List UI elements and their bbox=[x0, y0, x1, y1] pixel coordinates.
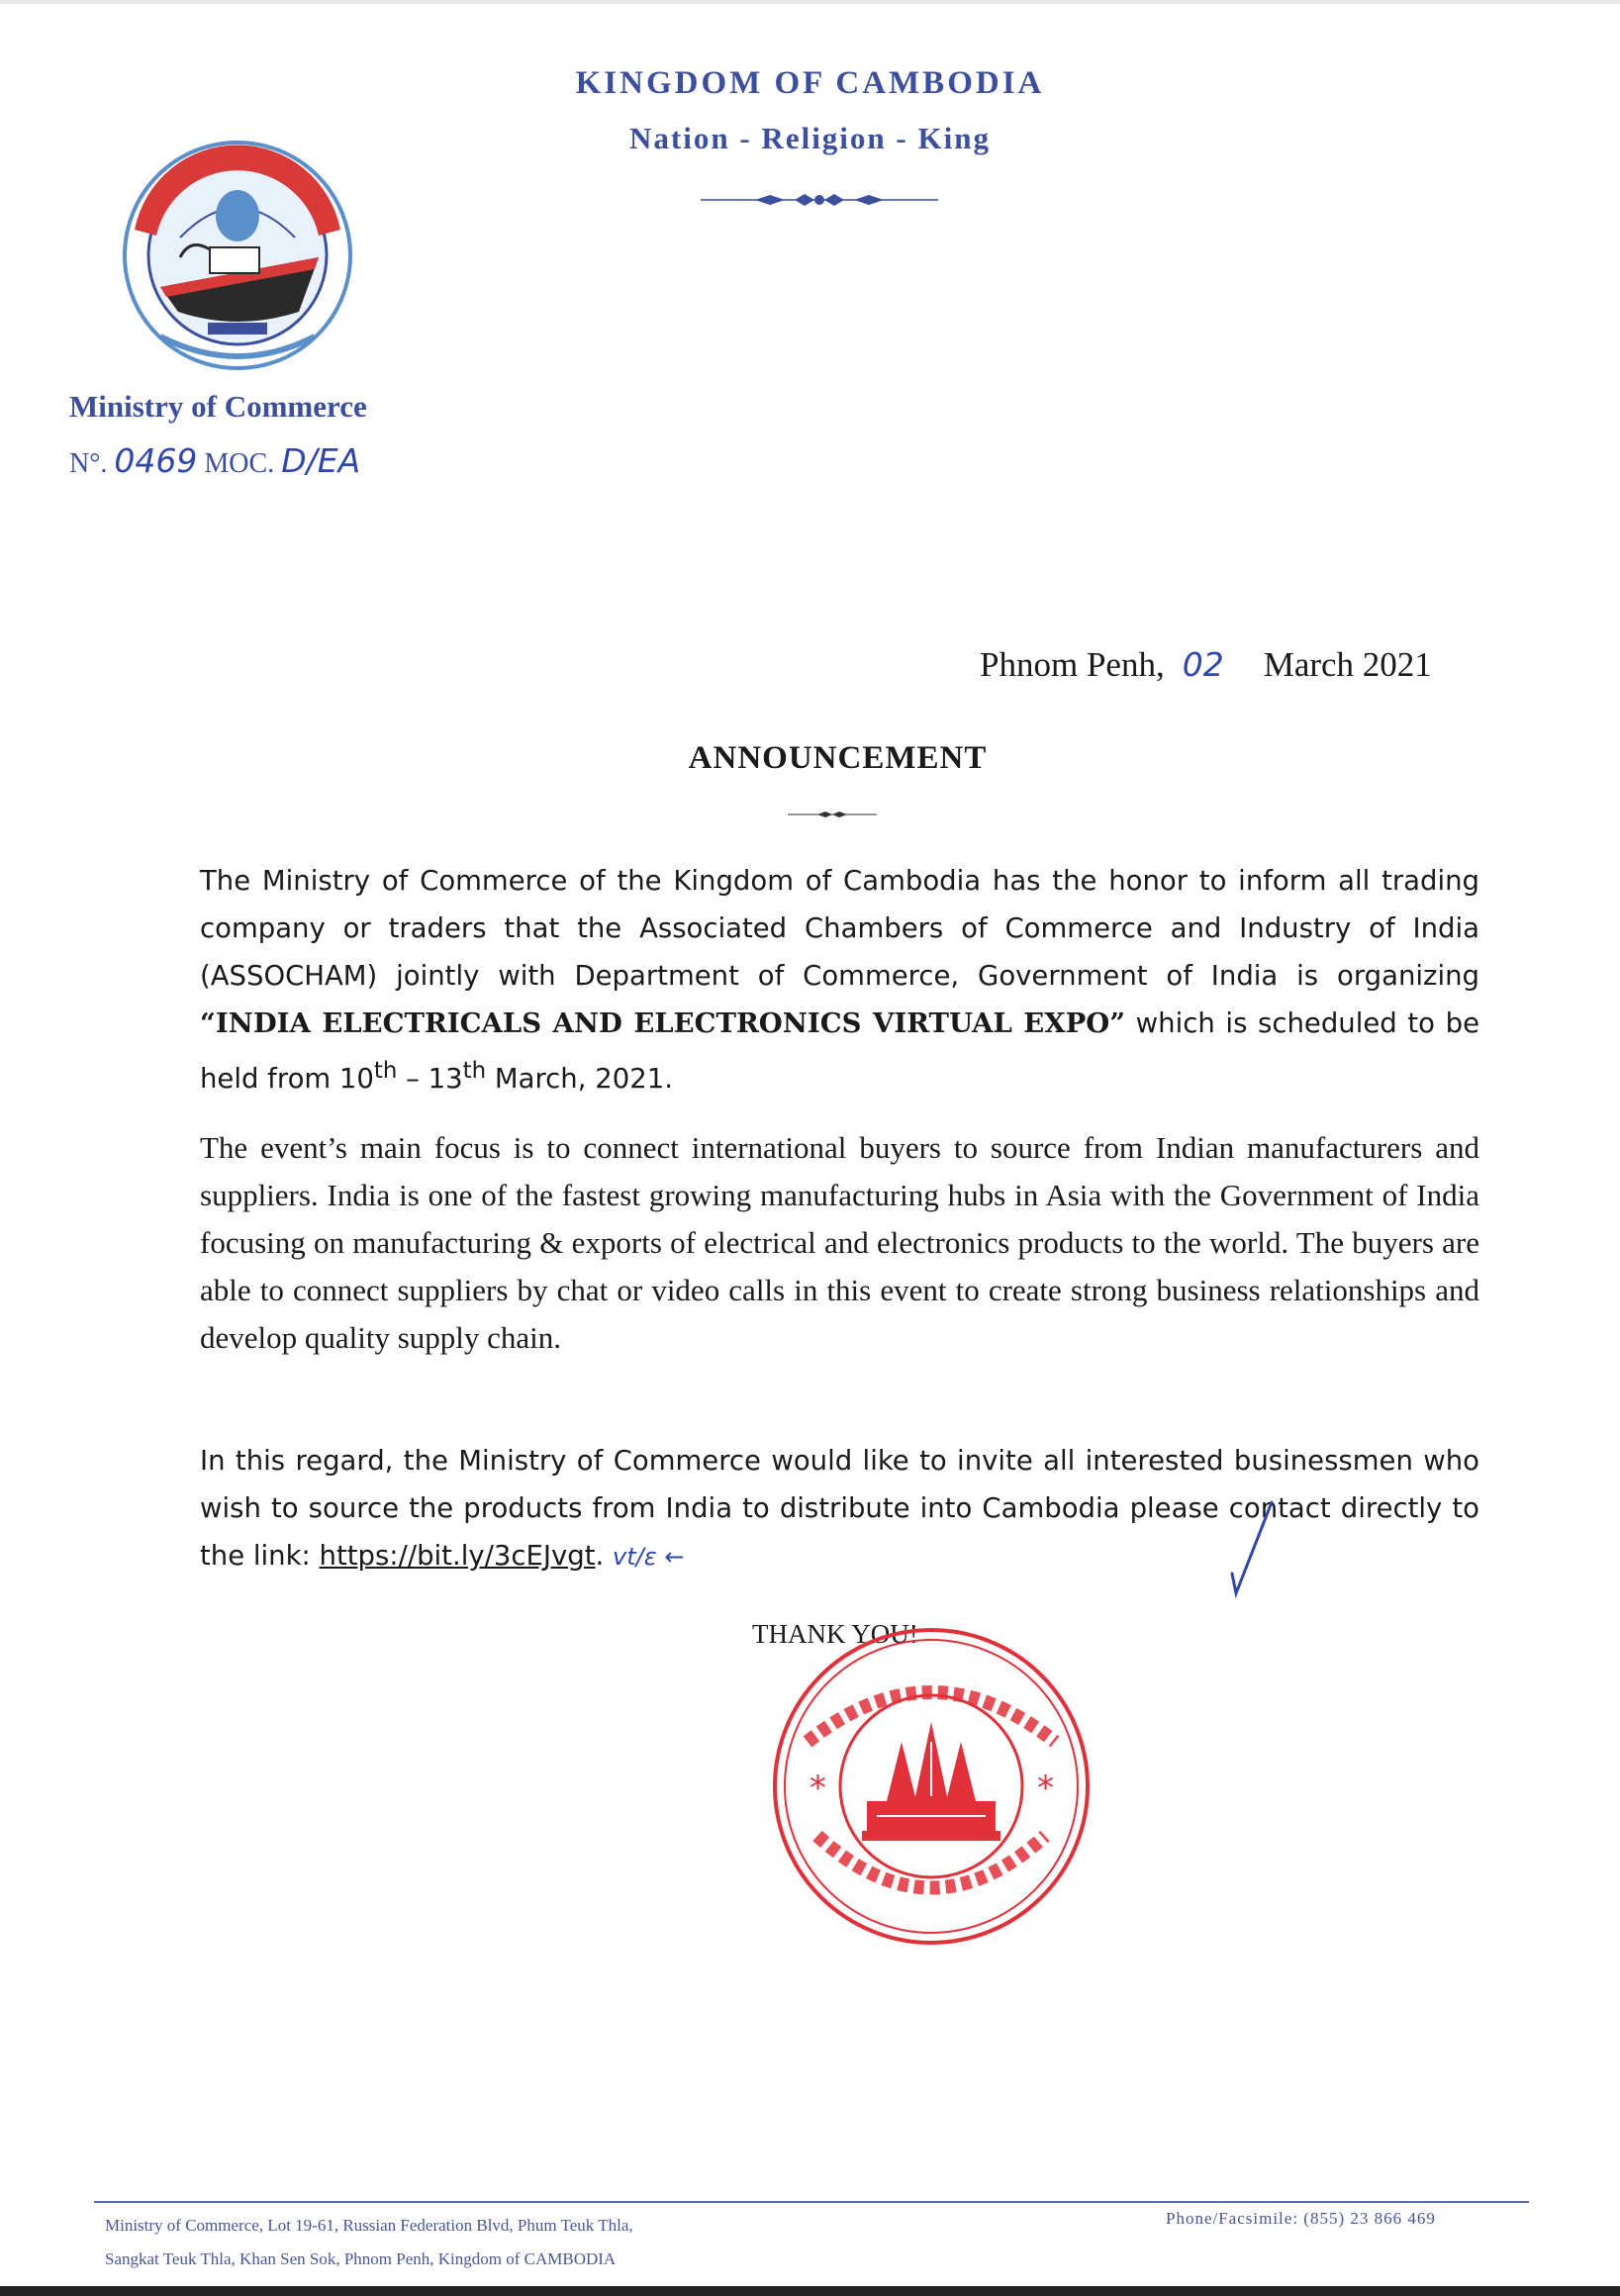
header-ornament-divider bbox=[701, 192, 938, 208]
p3-text: In this regard, the Ministry of Commerce would like to invite all interested businessmen who wish to source the products from India to distribute into Cambodia please contact directly to the link: bbox=[200, 1445, 1479, 1572]
expo-link[interactable]: https://bit.ly/3cEJvgt bbox=[319, 1540, 596, 1572]
date-day-handwritten: 02 bbox=[1182, 645, 1224, 684]
official-seal-stamp bbox=[768, 1623, 1095, 1950]
ministry-logo-emblem bbox=[121, 139, 354, 372]
paragraph-3 bbox=[200, 1437, 1479, 1580]
date-city: Phnom Penh, bbox=[980, 645, 1165, 684]
date-line bbox=[980, 645, 1432, 685]
ref-middle: MOC. bbox=[204, 448, 275, 479]
closing-thank-you: THANK YOU! bbox=[752, 1619, 918, 1649]
event-name: “INDIA ELECTRICALS AND ELECTRONICS VIRTUAL EXPO” bbox=[200, 1007, 1126, 1039]
national-motto: Nation - Religion - King bbox=[629, 121, 991, 155]
p3-end: . bbox=[595, 1540, 605, 1572]
ref-handwritten-number: 0469 bbox=[114, 441, 198, 480]
p1-text-a: The Ministry of Commerce of the Kingdom of Cambodia has the honor to inform all trading company or traders that the Associated Chambers of Commerce and Industry of India (ASSOCHAM) jointly with Department of Commerce, Government of India is organizing bbox=[200, 865, 1479, 992]
p1-sup-1: th bbox=[373, 1058, 398, 1084]
title-ornament bbox=[788, 810, 877, 819]
ministry-name: Ministry of Commerce bbox=[69, 389, 367, 424]
handwritten-initials: vt/ε ← bbox=[613, 1543, 685, 1571]
handwritten-checkmark bbox=[1173, 1494, 1282, 1603]
announcement-title: ANNOUNCEMENT bbox=[688, 740, 988, 776]
footer-address-line-1: Ministry of Commerce, Lot 19-61, Russian Federation Blvd, Phum Teuk Thla, bbox=[105, 2216, 633, 2235]
scan-top-edge bbox=[0, 0, 1620, 4]
reference-number bbox=[69, 441, 360, 480]
ref-prefix: N°. bbox=[69, 448, 108, 479]
ref-handwritten-suffix: D/EA bbox=[281, 441, 361, 480]
country-heading: KINGDOM OF CAMBODIA bbox=[575, 65, 1045, 101]
p1-text-b: which is scheduled to be held from 10 bbox=[200, 1007, 1479, 1096]
scan-bottom-edge bbox=[0, 2286, 1620, 2296]
svg-text:*: * bbox=[810, 1769, 826, 1808]
paragraph-1 bbox=[200, 857, 1479, 1102]
footer-divider bbox=[94, 2201, 1529, 2203]
footer-address bbox=[105, 2209, 633, 2276]
p1-text-d: March, 2021. bbox=[486, 1063, 673, 1096]
p1-text-c: – 13 bbox=[397, 1063, 463, 1096]
paragraph-2: The event’s main focus is to connect international buyers to source from Indian manufacturers and suppliers. India is one of the fastest growing manufacturing hubs in Asia with the Government of India focusing on manufacturing & exports of electrical and electronics products to the world. The buyers are able to connect suppliers by chat or video calls in this event to create strong business relationships and develop quality supply chain. bbox=[200, 1130, 1479, 1355]
date-month-year: March 2021 bbox=[1263, 645, 1432, 684]
footer-address-line-2: Sangkat Teuk Thla, Khan Sen Sok, Phnom Penh, Kingdom of CAMBODIA bbox=[105, 2249, 617, 2268]
footer-phone: Phone/Facsimile: (855) 23 866 469 bbox=[1166, 2209, 1436, 2228]
svg-text:*: * bbox=[1037, 1769, 1054, 1808]
p1-sup-2: th bbox=[462, 1058, 487, 1084]
